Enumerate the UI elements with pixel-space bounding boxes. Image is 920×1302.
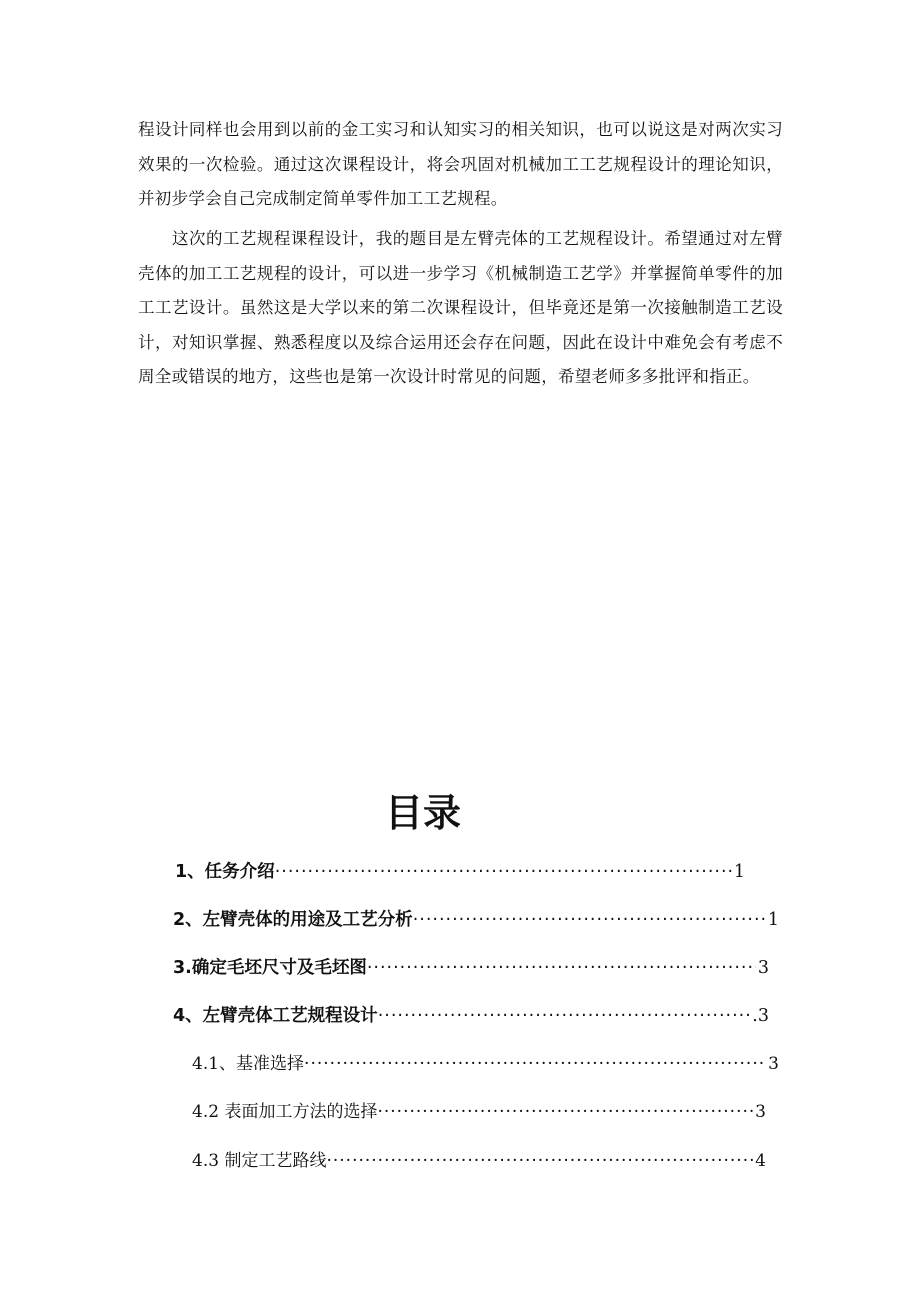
toc-leader-dots bbox=[275, 857, 732, 887]
toc-entry-label: 4.3 制定工艺路线 bbox=[192, 1151, 327, 1171]
toc-entry-4-1[interactable] bbox=[192, 1049, 779, 1079]
body-paragraph-1: 程设计同样也会用到以前的金工实习和认知实习的相关知识，也可以说这是对两次实习效果的一次检验。通过这次课程设计，将会巩固对机械加工工艺规程设计的理论知识，并初步学会自己完成制定简单零件加工工艺规程。 bbox=[138, 120, 783, 208]
body-paragraph-2: 这次的工艺规程课程设计，我的题目是左臂壳体的工艺规程设计。希望通过对左臂壳体的加工工艺规程的设计，可以进一步学习《机械制造工艺学》并掌握简单零件的加工工艺设计。虽然这是大学以来的第二次课程设计，但毕竟还是第一次接触制造工艺设计，对知识掌握、熟悉程度以及综合运用还会存在问题，因此在设计中难免会有考虑不周全或错误的地方，这些也是第一次设计时常见的问题，希望老师多多批评和指正。 bbox=[138, 229, 783, 386]
toc-entry-page: 3 bbox=[768, 1054, 779, 1074]
toc-entry-1[interactable] bbox=[175, 857, 745, 887]
toc-entry-page: 3 bbox=[757, 958, 769, 978]
toc-entry-page: 4 bbox=[755, 1151, 766, 1171]
toc-entry-label: 2、左臂壳体的用途及工艺分析 bbox=[173, 910, 413, 930]
toc-entry-page: 1 bbox=[733, 862, 745, 882]
toc-leader-dots bbox=[378, 1001, 751, 1031]
toc-leader-dots bbox=[326, 1146, 753, 1176]
toc-entry-label: 1、任务介绍 bbox=[175, 862, 275, 882]
toc-entry-4[interactable] bbox=[173, 1001, 769, 1031]
toc-entry-label: 4、左臂壳体工艺规程设计 bbox=[173, 1006, 378, 1026]
toc-entry-2[interactable] bbox=[173, 905, 779, 935]
toc-leader-dots bbox=[377, 1097, 753, 1127]
toc-entry-label: 4.2 表面加工方法的选择 bbox=[192, 1102, 378, 1122]
toc-title: 目录 bbox=[384, 791, 461, 835]
toc-entry-3[interactable] bbox=[173, 953, 769, 983]
toc-entry-page: 3 bbox=[755, 1102, 766, 1122]
toc-entry-label: 4.1、基准选择 bbox=[192, 1054, 305, 1074]
toc-leader-dots bbox=[367, 953, 756, 983]
toc-entry-page: 1 bbox=[767, 910, 779, 930]
toc-entry-4-3[interactable] bbox=[192, 1146, 766, 1176]
toc-entry-page: .3 bbox=[752, 1006, 769, 1026]
toc-entry-label: 3.确定毛坯尺寸及毛坯图 bbox=[173, 958, 367, 978]
toc-entry-4-2[interactable] bbox=[192, 1097, 766, 1127]
toc-leader-dots bbox=[304, 1049, 766, 1079]
toc-leader-dots bbox=[413, 905, 766, 935]
